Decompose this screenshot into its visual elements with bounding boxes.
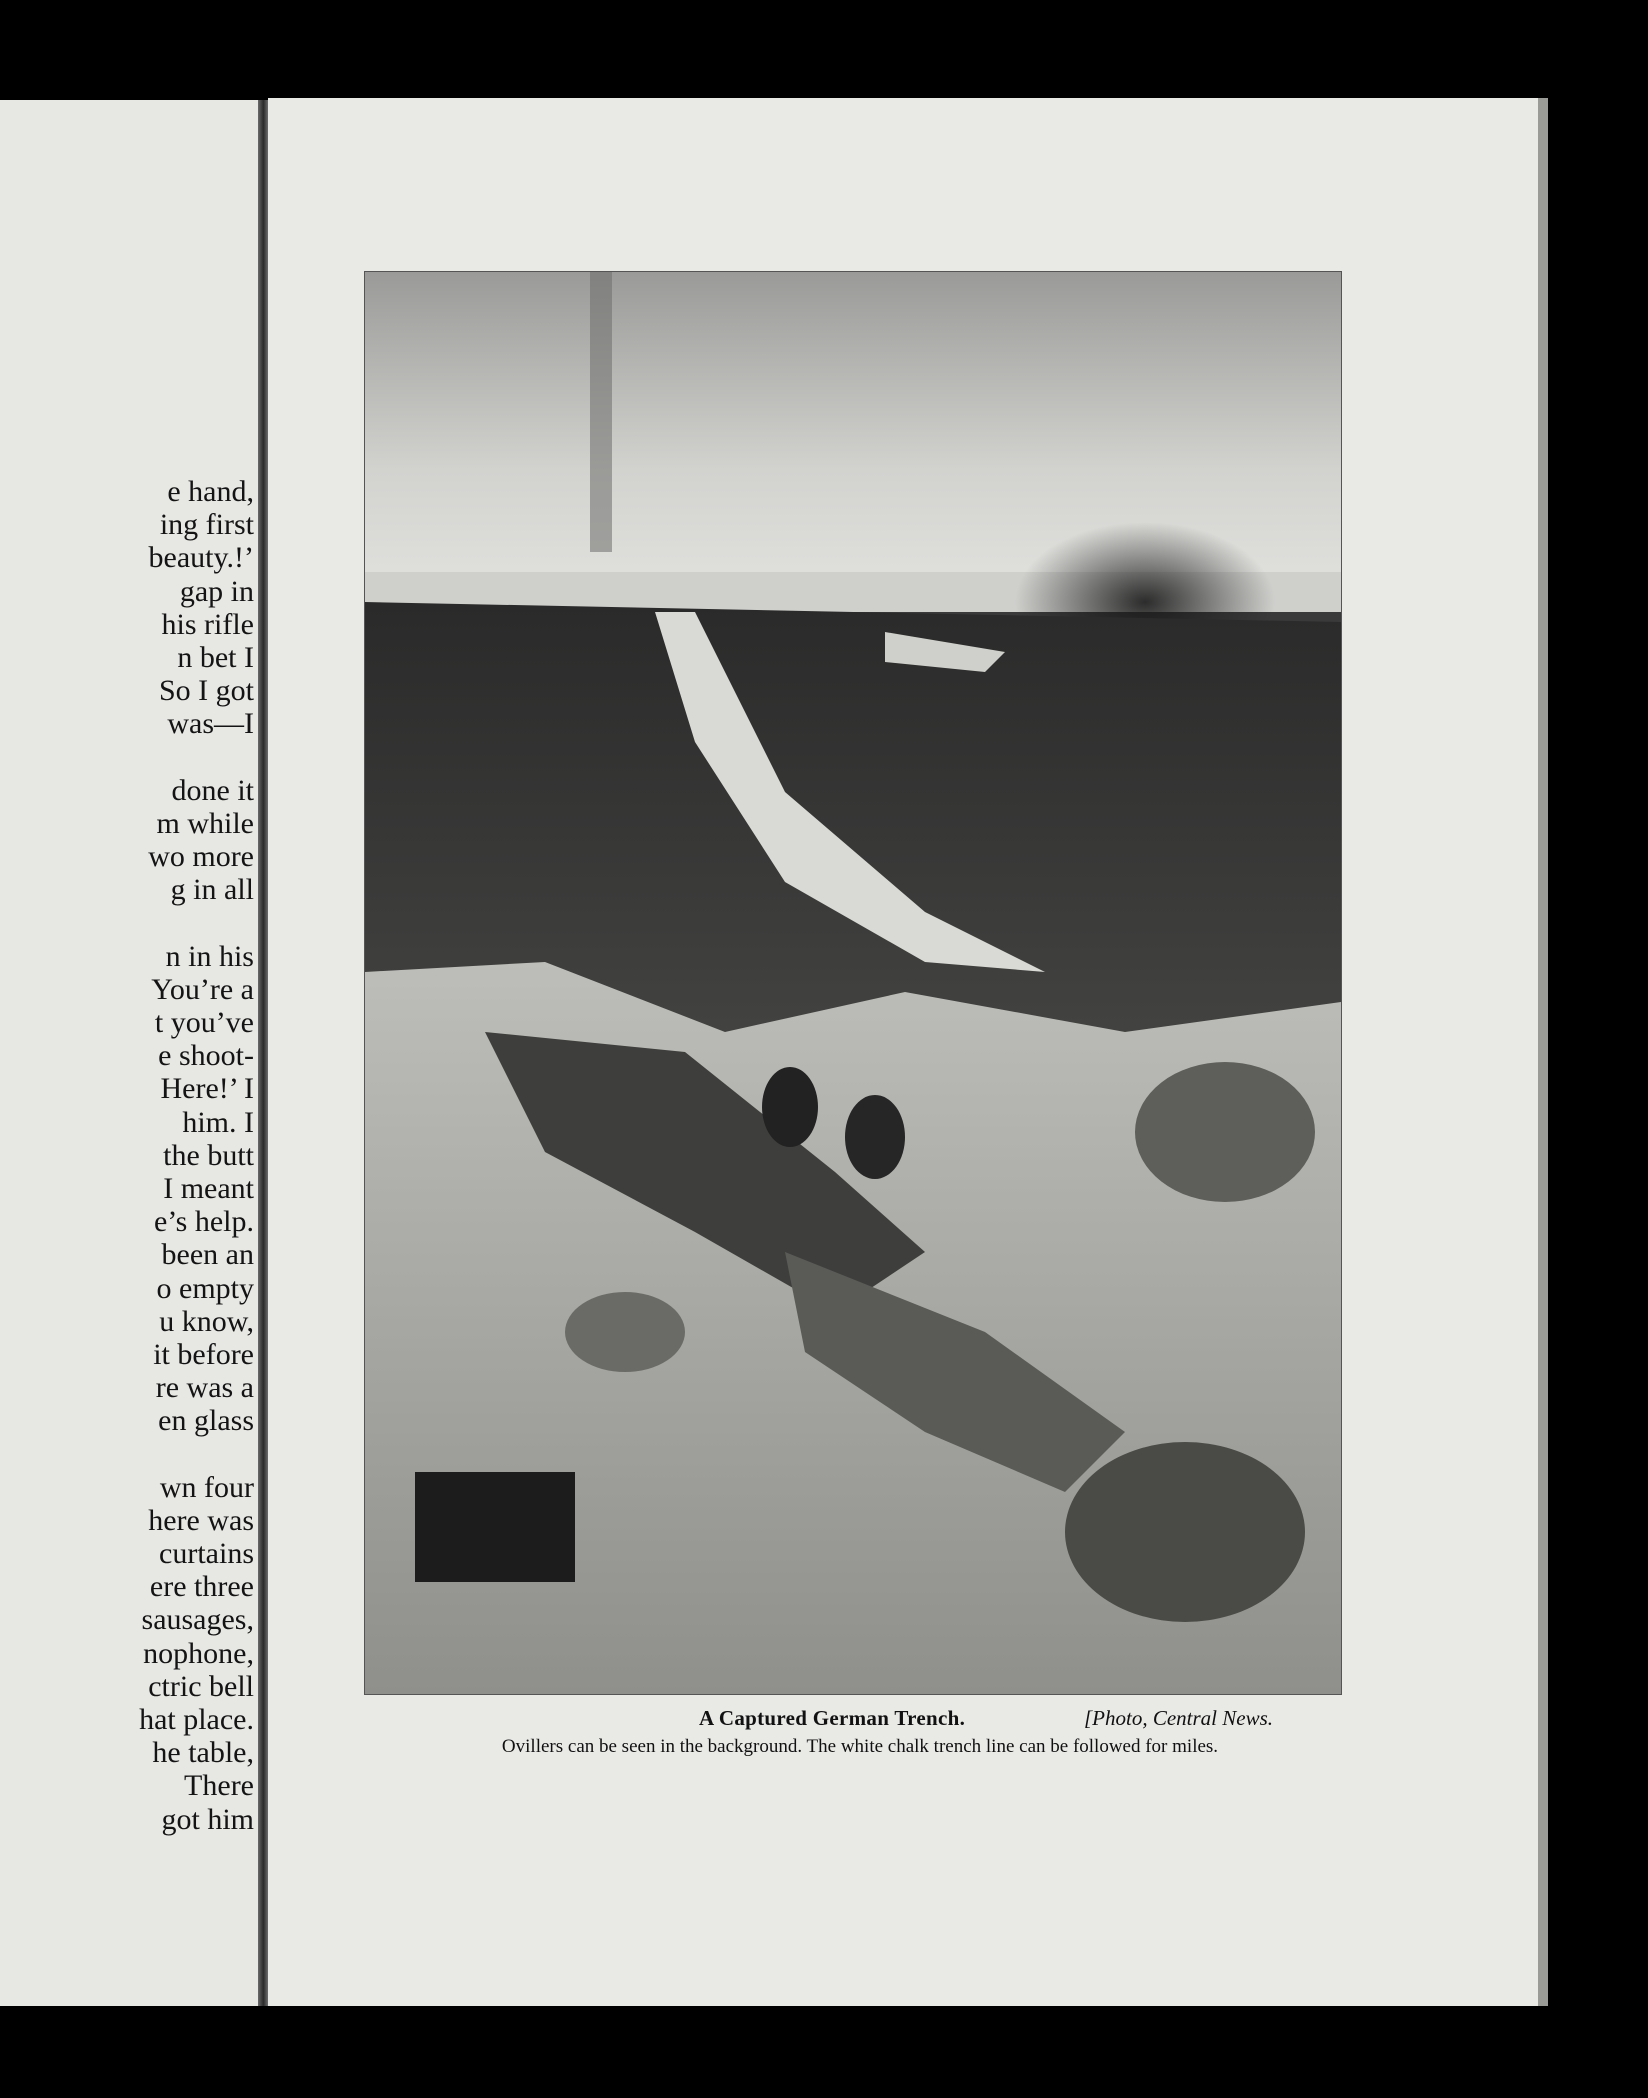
text-line: So I got bbox=[158, 674, 254, 708]
text-line: the butt bbox=[163, 1138, 254, 1172]
text-line: wo more bbox=[148, 840, 254, 874]
figure-caption-title-row bbox=[364, 1706, 1340, 1736]
text-line: he table, bbox=[152, 1736, 254, 1770]
text-line: gap in bbox=[179, 574, 254, 608]
text-line: here was bbox=[148, 1503, 254, 1537]
text-line: beauty.!’ bbox=[148, 541, 254, 575]
text-line bbox=[0, 906, 254, 939]
text-line: Here!’ I bbox=[160, 1072, 254, 1106]
figure-title: A Captured German Trench. bbox=[699, 1706, 966, 1730]
text-line: o empty bbox=[156, 1271, 254, 1305]
text-line: hat place. bbox=[139, 1702, 254, 1736]
text-line: him. I bbox=[182, 1105, 254, 1139]
text-line: ctric bell bbox=[148, 1669, 254, 1703]
photo-image bbox=[365, 272, 1341, 1694]
text-line: g in all bbox=[170, 873, 254, 907]
text-line: nophone, bbox=[143, 1636, 254, 1670]
text-line: t you’ve bbox=[154, 1006, 254, 1039]
text-line: re was a bbox=[155, 1371, 254, 1405]
text-line: it before bbox=[153, 1337, 254, 1371]
text-line: e’s help. bbox=[154, 1205, 254, 1239]
text-line: his rifle bbox=[161, 607, 254, 641]
text-line: e hand, bbox=[167, 475, 254, 508]
text-line: was—I bbox=[167, 707, 254, 741]
text-line: done it bbox=[171, 773, 254, 807]
left-page bbox=[0, 100, 262, 2006]
text-line: u know, bbox=[159, 1304, 254, 1338]
text-line: There bbox=[184, 1769, 254, 1803]
text-line: sausages, bbox=[141, 1603, 254, 1637]
text-line: n bet I bbox=[177, 640, 254, 674]
text-line: m while bbox=[156, 806, 254, 840]
text-line: ere three bbox=[149, 1570, 254, 1604]
text-line: n in his bbox=[165, 939, 254, 973]
text-line: curtains bbox=[159, 1537, 254, 1570]
text-line: been an bbox=[161, 1238, 254, 1272]
left-page-text bbox=[0, 475, 254, 1836]
figure-caption: Ovillers can be seen in the background. The white chalk trench line can be followed for miles. bbox=[501, 1736, 1219, 1757]
text-line: You’re a bbox=[151, 972, 254, 1006]
page-edge bbox=[1538, 98, 1548, 2006]
text-line: e shoot- bbox=[158, 1039, 254, 1073]
text-line: wn four bbox=[159, 1470, 254, 1504]
text-line: I meant bbox=[163, 1171, 254, 1205]
text-line: ing first bbox=[159, 508, 254, 542]
text-line bbox=[0, 1437, 254, 1470]
photo-credit: [Photo, Central News. bbox=[1084, 1706, 1274, 1730]
text-line: en glass bbox=[158, 1404, 254, 1438]
text-line: got him bbox=[161, 1802, 254, 1836]
trench-photograph bbox=[364, 271, 1342, 1695]
text-line bbox=[0, 741, 254, 774]
